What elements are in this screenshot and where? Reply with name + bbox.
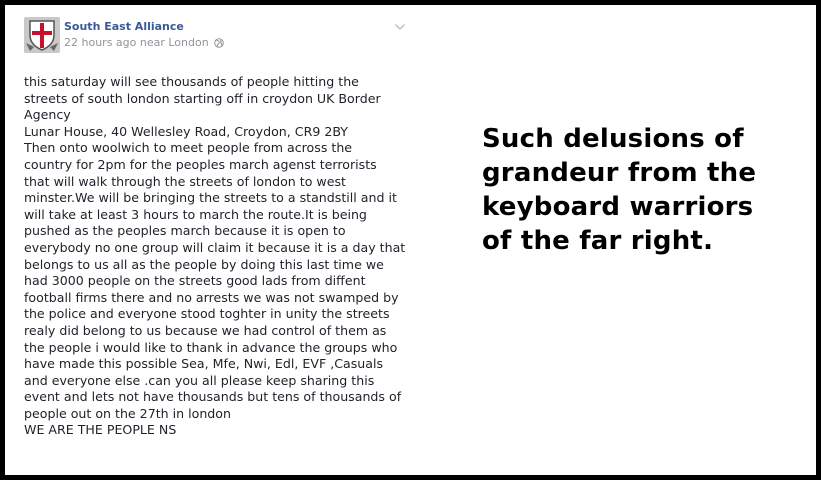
commentary-text (482, 122, 812, 258)
post-body-text (24, 74, 416, 439)
post-body-line: belongs to us all as the people by doing this last time we (24, 256, 384, 272)
post-body-line: that will walk through the streets of london to west (24, 173, 346, 189)
page-avatar[interactable] (24, 17, 60, 53)
post-body-line: realy did belong to us because we had control of them as (24, 322, 387, 338)
commentary-line: Such delusions of (482, 124, 744, 154)
globe-icon[interactable] (214, 38, 224, 48)
post-body-line: had 3000 people on the streets good lads from diffent (24, 273, 366, 289)
post-body-line: and everyone else .can you all please keep sharing this (24, 372, 375, 388)
post-body-line: Lunar House, 40 Wellesley Road, Croydon, CR9 2BY (24, 123, 348, 139)
chevron-down-icon[interactable] (394, 19, 406, 29)
post-body-line: Then onto woolwich to meet people from across the (24, 140, 353, 156)
post-body-line: the people i would like to thank in advance the groups who (24, 339, 398, 355)
post-meta (64, 36, 224, 49)
commentary-line: of the far right. (482, 226, 714, 256)
post-body-line: minster.We will be bringing the streets to a standstill and it (24, 190, 397, 206)
post-body-line: WE ARE THE PEOPLE NS (24, 422, 177, 438)
post-body-line: this saturday will see thousands of people hitting the (24, 74, 359, 89)
post-body-line: will take at least 3 hours to march the route.It is being (24, 206, 367, 222)
st-george-cross-shield-icon (24, 17, 60, 53)
post-body-line: have made this possible Sea, Mfe, Nwi, Edl, EVF ,Casuals (24, 356, 384, 372)
post-body-line: the police and everyone stood toghter in unity the streets (24, 306, 390, 322)
facebook-post (5, 5, 422, 475)
post-body-line: Agency (24, 107, 71, 123)
post-body-line: people out on the 27th in london (24, 405, 231, 421)
post-body-line: streets of south london starting off in croydon UK Border (24, 90, 381, 106)
post-body-line: football firms there and no arrests we was not swamped by (24, 289, 399, 305)
post-body-line: country for 2pm for the peoples march agenst terrorists (24, 156, 377, 172)
post-body-line: pushed as the peoples march because it is open to (24, 223, 346, 239)
page-name-link[interactable]: South East Alliance (64, 20, 184, 33)
commentary-line: grandeur from the (482, 158, 757, 188)
post-body-line: everybody no one group will claim it because it is a day that (24, 239, 406, 255)
commentary-line: keyboard warriors (482, 192, 754, 222)
screenshot-frame (5, 5, 816, 475)
post-timestamp[interactable]: 22 hours ago near London (64, 36, 209, 49)
post-body-line: event and lets not have thousands but tens of thousands of (24, 389, 402, 405)
